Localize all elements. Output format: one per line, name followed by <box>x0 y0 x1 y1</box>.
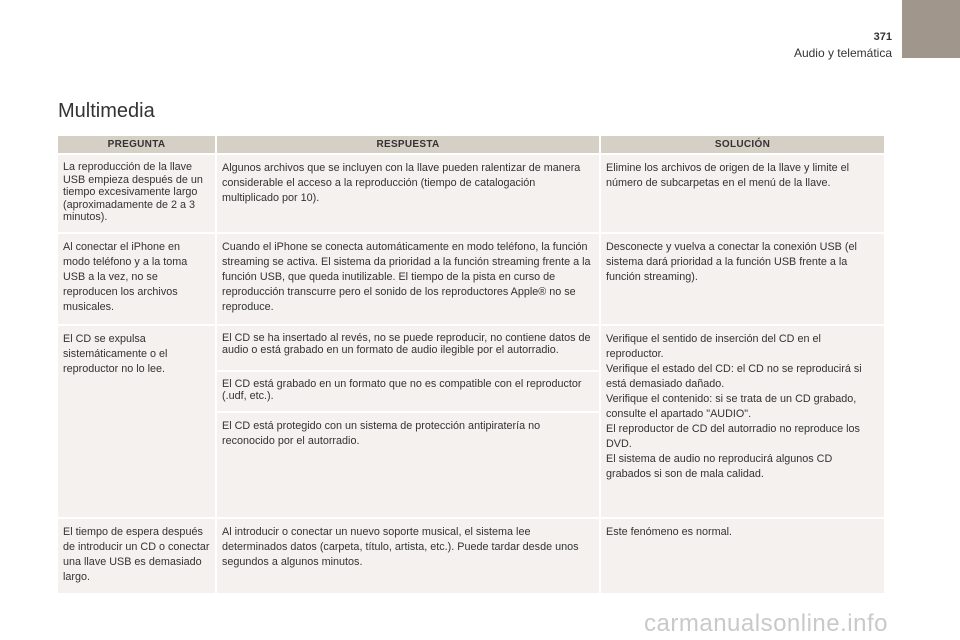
answer-cell: Algunos archivos que se incluyen con la llave pueden ralentizar de manera considerable el acceso a la reproducción (tiempo de catalogación multiplicado por 10). <box>217 155 599 232</box>
solution-cell: Desconecte y vuelva a conectar la conexión USB (el sistema dará prioridad a la función USB frente a la función streaming). <box>601 234 884 324</box>
page-title: Multimedia <box>58 100 155 122</box>
solution-cell: Este fenómeno es normal. <box>601 519 884 593</box>
header-answer: RESPUESTA <box>217 136 599 153</box>
table-row <box>58 326 884 370</box>
question-cell: El tiempo de espera después de introducir un CD o conectar una llave USB es demasiado largo. <box>58 519 215 593</box>
watermark: carmanualsonline.info <box>644 610 888 637</box>
question-cell: El CD se expulsa sistemáticamente o el reproductor no lo lee. <box>58 326 215 517</box>
answer-cell: El CD está protegido con un sistema de protección antipiratería no reconocido por el autorradio. <box>217 413 599 517</box>
question-cell: Al conectar el iPhone en modo teléfono y a la toma USB a la vez, no se reproducen los archivos musicales. <box>58 234 215 324</box>
section-title: Audio y telemática <box>793 46 892 60</box>
table-row <box>58 519 884 593</box>
answer-cell: Al introducir o conectar un nuevo soporte musical, el sistema lee determinados datos (carpeta, título, artista, etc.). Puede tardar desde unos segundos a algunos minutos. <box>217 519 599 593</box>
question-cell: La reproducción de la llave USB empieza después de un tiempo excesivamente largo (aproximadamente de 2 a 3 minutos). <box>58 155 215 232</box>
solution-line: Verifique el contenido: si se trata de un CD grabado, consulte el apartado "AUDIO". <box>606 392 857 420</box>
answer-cell: El CD se ha insertado al revés, no se puede reproducir, no contiene datos de audio o está grabado en un formato de audio ilegible por el autorradio. <box>217 326 599 370</box>
chapter-tab <box>902 0 960 58</box>
header-question: PREGUNTA <box>58 136 215 153</box>
answer-cell: Cuando el iPhone se conecta automáticamente en modo teléfono, la función streaming se activa. El sistema da prioridad a la función streaming frente a la función USB, que queda inutilizable. El tiempo de la pista en curso de reproducción transcurre pero el sonido de los reproductores Apple® no se reproduce. <box>217 234 599 324</box>
solution-line: El sistema de audio no reproducirá algunos CD grabados si son de mala calidad. <box>606 452 833 480</box>
solution-line: Verifique el estado del CD: el CD no se reproducirá si está demasiado dañado. <box>606 362 862 390</box>
solution-cell: Elimine los archivos de origen de la llave y limite el número de subcarpetas en el menú de la llave. <box>601 155 884 232</box>
answer-cell: El CD está grabado en un formato que no es compatible con el reproductor (.udf, etc.). <box>217 372 599 411</box>
solution-line: Verifique el sentido de inserción del CD en el reproductor. <box>606 332 821 360</box>
table-row <box>58 234 884 324</box>
table-header-row <box>58 136 884 153</box>
faq-table <box>56 134 886 595</box>
header-solution: SOLUCIÓN <box>601 136 884 153</box>
solution-cell <box>601 326 884 517</box>
table-row <box>58 155 884 232</box>
page-number: 371 <box>873 31 892 43</box>
solution-line: El reproductor de CD del autorradio no reproduce los DVD. <box>606 422 860 450</box>
